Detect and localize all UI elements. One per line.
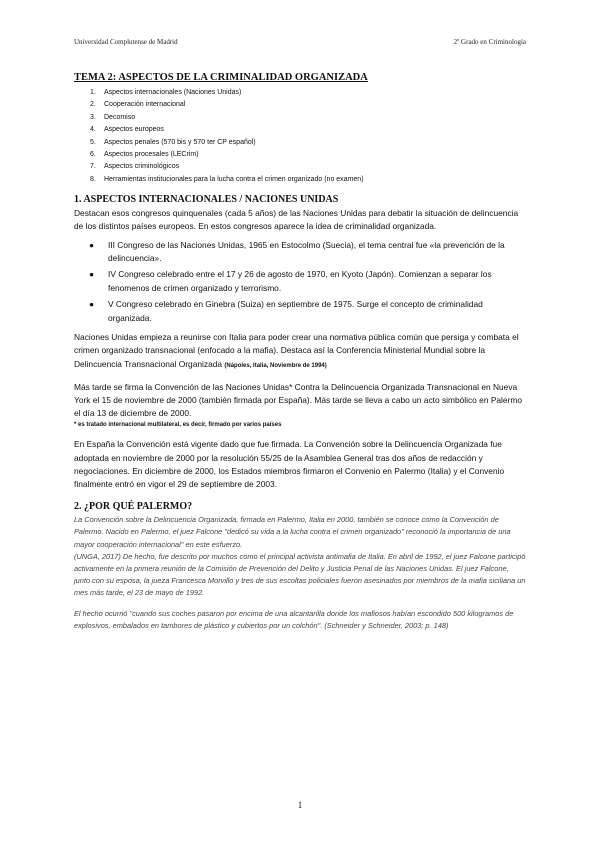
section-2-heading: 2. ¿POR QUÉ PALERMO? xyxy=(74,501,193,513)
toc-item: 6. Aspectos procesales (LECrim) xyxy=(90,151,199,159)
header-course: 2º Grado en Criminología xyxy=(453,38,526,46)
table-of-contents xyxy=(74,87,526,186)
paragraph-convention-signed: Más tarde se firma la Convención de las Naciones Unidas* Contra la Delincuencia Organizada Transnacional en Nueva York el 15 de noviembre de 2000 (también firmada por España). Más tarde se lleva a cabo un acto simbólico en Palermo el día 13 de diciembre de 2000. xyxy=(74,381,522,419)
bullet-icon: ● xyxy=(89,299,95,310)
toc-item: 4. Aspectos europeos xyxy=(90,126,164,134)
list-item: ● IV Congreso celebrado entre el 17 y 26 de agosto de 1970, en Kyoto (Japón). Comienzan a separar los fenomenos de crimen organizado y terrorismo. xyxy=(89,269,492,293)
bullet-icon: ● xyxy=(89,269,95,280)
paragraph-note: (Nápoles, Italia, Noviembre de 1994) xyxy=(224,362,327,369)
paragraph-spain-convention: En España la Convención está vigente dado que fue firmada. La Convención sobre la Delincuencia Organizada fue adoptada en noviembre de 2000 por la resolución 55/25 de la Asamblea General tras dos años de redacción y negociaciones. En diciembre de 2000, los Estados miembros firmaron el Convenio en Palermo (Italia) y el Convenio finalmente entró en vigor el 29 de septiembre de 2003. xyxy=(74,439,505,489)
quote-paragraph-2: (UNGA, 2017) De hecho, fue descrito por muchos como el principal activista antimafia de Italia. En abril de 1992, el juez Falcone participó activamente en la primera reunión de la Comisión de Prevención del Delito y Justicia Penal de las Naciones Unidas. El juez Falcone, junto con su esposa, la jueza Francesca Morvillo y tres de sus escoltas policiales fueron asesinados por miembros de la mafia siciliana un mes más tarde, el 23 de mayo de 1992. xyxy=(74,551,526,598)
paragraph-un-italy: Naciones Unidas empieza a reunirse con Italia para poder crear una normativa pública común que persiga y combata el crimen organizado transnacional (enfocado a la mafia). Destaca así la Conferencia Ministerial Mundial sobre la Delincuencia Transnacional Organizada (Nápoles, Italia, Noviembre de 1994) xyxy=(74,332,519,369)
quote-paragraph-3: El hecho ocurrió "cuando sus coches pasaron por encima de una alcantarilla donde los mafiosos habían escondido 500 kilogramos de explosivos, embalados en tambores de plástico y cubiertos por un colchón". (Schneider y Schneider, 2003; p. 148) xyxy=(74,608,514,630)
quote-paragraph-1: La Convención sobre la Delincuencia Organizada, firmada en Palermo, Italia en 2000, también se conoce como la Convención de Palermo. Nacido en Palermo, el juez Falcone "dedicó su vida a la lucha contra el crimen organizado" reconoció la importancia de una mayor cooperación internacional" en este esfuerzo. xyxy=(74,515,511,549)
toc-item: 5. Aspectos penales (570 bis y 570 ter CP español) xyxy=(90,138,256,146)
congress-list xyxy=(74,239,526,325)
toc-item: 8. Herramientas institucionales para la lucha contra el crimen organizado (no examen) xyxy=(90,175,364,183)
page-number: 1 xyxy=(297,800,303,810)
page-title: TEMA 2: ASPECTOS DE LA CRIMINALIDAD ORGANIZADA xyxy=(74,72,368,83)
page-content xyxy=(74,72,526,632)
toc-item: 2. Cooperación internacional xyxy=(90,101,186,109)
section-1-heading: 1. ASPECTOS INTERNACIONALES / NACIONES UNIDAS xyxy=(74,194,339,206)
bullet-icon: ● xyxy=(89,239,95,250)
list-item: ● V Congreso celebrado en Ginebra (Suiza) en septiembre de 1975. Surge el concepto de criminalidad organizada. xyxy=(89,299,483,323)
toc-item: 7. Aspectos criminológicos xyxy=(90,163,180,171)
footnote: * es tratado internacional multilateral, es decir, firmado por varios países xyxy=(74,422,282,429)
list-item: ● III Congreso de las Naciones Unidas, 1965 en Estocolmo (Suecia), el tema central fue «la prevención de la delincuencia». xyxy=(89,239,505,264)
header-university: Universidad Complutense de Madrid xyxy=(74,38,178,46)
section-1-intro: Destacan esos congresos quinquenales (cada 5 años) de las Naciones Unidas para debatir la situación de delincuencia de los distintos países europeos. En estos congresos aparece la idea de criminalidad organizada. xyxy=(74,208,519,232)
toc-item: 1. Aspectos internacionales (Naciones Unidas) xyxy=(90,89,242,96)
toc-item: 3. Decomiso xyxy=(90,113,136,121)
